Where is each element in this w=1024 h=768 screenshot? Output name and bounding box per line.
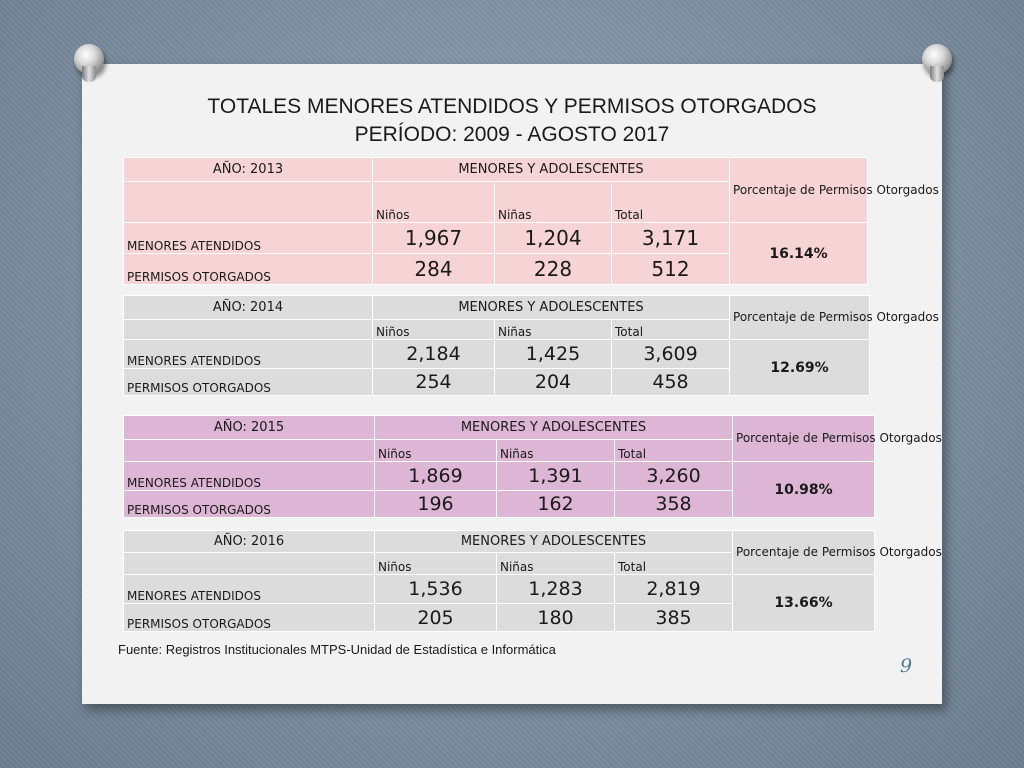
col-ninas: Niñas (497, 440, 615, 462)
permisos-total: 358 (615, 491, 733, 518)
year-label: AÑO: 2016 (124, 531, 375, 553)
atendidos-ninos: 1,967 (373, 223, 495, 254)
group-header: MENORES Y ADOLESCENTES (373, 296, 730, 320)
col-ninos: Niños (373, 320, 495, 340)
year-label: AÑO: 2013 (124, 158, 373, 182)
blank-cell (124, 182, 373, 223)
blank-cell (124, 320, 373, 340)
permisos-ninas: 162 (497, 491, 615, 518)
atendidos-ninas: 1,391 (497, 462, 615, 491)
pct-header: Porcentaje de Permisos Otorgados (733, 416, 875, 462)
percentage-value: 13.66% (733, 575, 875, 632)
permisos-ninos: 254 (373, 369, 495, 396)
col-ninos: Niños (373, 182, 495, 223)
col-total: Total (615, 440, 733, 462)
pct-header: Porcentaje de Permisos Otorgados (733, 531, 875, 575)
permisos-total: 385 (615, 604, 733, 632)
atendidos-total: 3,171 (612, 223, 730, 254)
permisos-ninas: 204 (495, 369, 612, 396)
blank-cell (124, 553, 375, 575)
row-label-permisos: PERMISOS OTORGADOS (124, 254, 373, 285)
permisos-ninas: 180 (497, 604, 615, 632)
group-header: MENORES Y ADOLESCENTES (373, 158, 730, 182)
year-label: AÑO: 2014 (124, 296, 373, 320)
year-label: AÑO: 2015 (124, 416, 375, 440)
permisos-total: 458 (612, 369, 730, 396)
page-number: 9 (900, 655, 913, 677)
atendidos-total: 2,819 (615, 575, 733, 604)
row-label-permisos: PERMISOS OTORGADOS (124, 491, 375, 518)
slide-subtitle: PERÍODO: 2009 - AGOSTO 2017 (354, 123, 670, 146)
col-ninas: Niñas (495, 182, 612, 223)
atendidos-ninos: 1,536 (375, 575, 497, 604)
pct-header: Porcentaje de Permisos Otorgados (730, 158, 868, 223)
pct-header: Porcentaje de Permisos Otorgados (730, 296, 870, 340)
row-label-atendidos: MENORES ATENDIDOS (124, 223, 373, 254)
col-ninos: Niños (375, 440, 497, 462)
row-label-permisos: PERMISOS OTORGADOS (124, 369, 373, 396)
permisos-ninas: 228 (495, 254, 612, 285)
atendidos-ninas: 1,283 (497, 575, 615, 604)
permisos-ninos: 284 (373, 254, 495, 285)
atendidos-ninas: 1,425 (495, 340, 612, 369)
permisos-ninos: 196 (375, 491, 497, 518)
pushpin-icon (922, 44, 952, 74)
slide-title: TOTALES MENORES ATENDIDOS Y PERMISOS OTORGADOS (207, 95, 817, 118)
group-header: MENORES Y ADOLESCENTES (375, 416, 733, 440)
source-note: Fuente: Registros Institucionales MTPS-Unidad de Estadística e Informática (118, 642, 556, 657)
atendidos-ninos: 2,184 (373, 340, 495, 369)
col-ninas: Niñas (495, 320, 612, 340)
col-total: Total (615, 553, 733, 575)
blank-cell (124, 440, 375, 462)
atendidos-total: 3,609 (612, 340, 730, 369)
percentage-value: 12.69% (730, 340, 870, 396)
row-label-atendidos: MENORES ATENDIDOS (124, 340, 373, 369)
atendidos-total: 3,260 (615, 462, 733, 491)
percentage-value: 10.98% (733, 462, 875, 518)
percentage-value: 16.14% (730, 223, 868, 285)
permisos-ninos: 205 (375, 604, 497, 632)
col-total: Total (612, 182, 730, 223)
permisos-total: 512 (612, 254, 730, 285)
group-header: MENORES Y ADOLESCENTES (375, 531, 733, 553)
table-2015 (123, 415, 942, 518)
col-ninos: Niños (375, 553, 497, 575)
row-label-atendidos: MENORES ATENDIDOS (124, 575, 375, 604)
table-2014 (123, 295, 939, 396)
table-2016 (123, 530, 942, 632)
row-label-atendidos: MENORES ATENDIDOS (124, 462, 375, 491)
atendidos-ninas: 1,204 (495, 223, 612, 254)
col-total: Total (612, 320, 730, 340)
row-label-permisos: PERMISOS OTORGADOS (124, 604, 375, 632)
col-ninas: Niñas (497, 553, 615, 575)
pushpin-icon (74, 44, 104, 74)
table-2013 (123, 157, 939, 285)
atendidos-ninos: 1,869 (375, 462, 497, 491)
